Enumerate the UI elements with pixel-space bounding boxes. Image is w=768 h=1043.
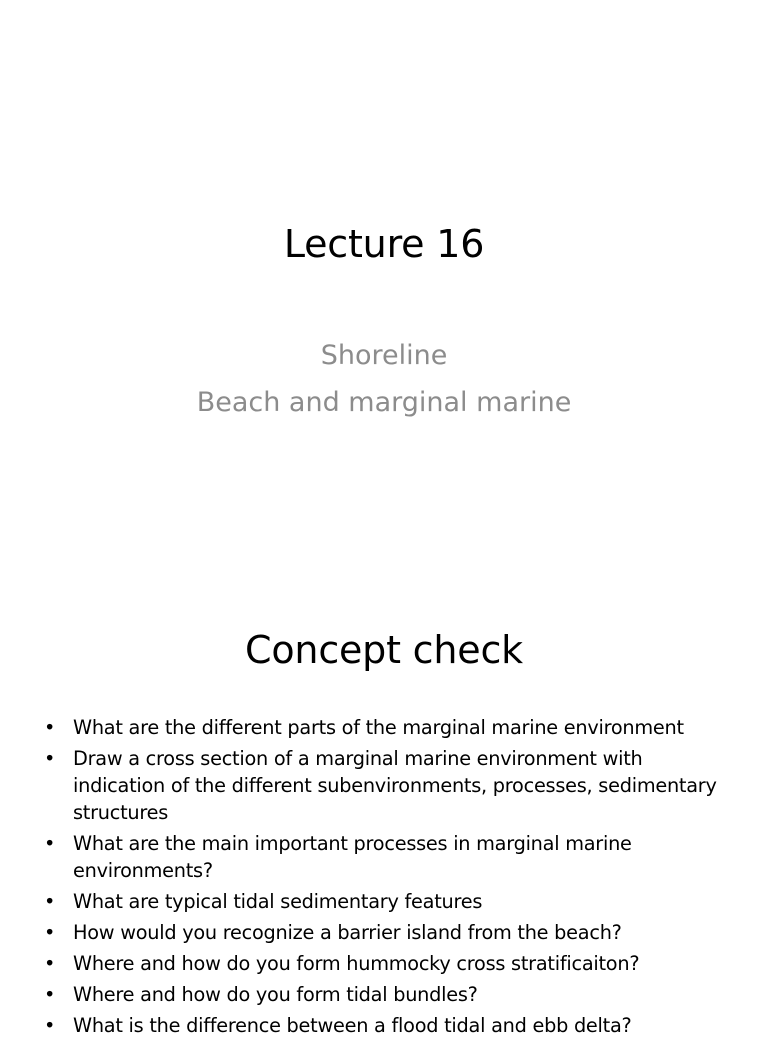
concept-check-list (44, 714, 734, 1043)
lecture-subtitle (0, 332, 768, 426)
bullet-icon: • (44, 983, 56, 1006)
list-item-text: What are the different parts of the marginal marine environment (73, 716, 684, 739)
bullet-icon: • (44, 832, 56, 855)
bullet-icon: • (44, 747, 56, 770)
list-item (44, 888, 734, 915)
list-item (44, 1012, 734, 1039)
subtitle-line-beach: Beach and marginal marine (196, 387, 572, 418)
list-item (44, 950, 734, 977)
list-item (44, 745, 734, 826)
bullet-icon: • (44, 921, 56, 944)
lecture-title: Lecture 16 (283, 222, 485, 266)
list-item-text: How would you recognize a barrier island from the beach? (73, 921, 622, 944)
bullet-icon: • (44, 716, 56, 739)
list-item-text: Where and how do you form tidal bundles? (73, 983, 478, 1006)
concept-check-title: Concept check (245, 628, 523, 672)
list-item (44, 714, 734, 741)
list-item-text: What are the main important processes in marginal marine environments? (73, 832, 632, 882)
slide-concept-check (0, 576, 768, 1037)
bullet-icon: • (44, 1014, 56, 1037)
list-item-text: Draw a cross section of a marginal marine environment with indication of the different subenvironments, processes, sedimentary structures (73, 747, 717, 824)
subtitle-line-shoreline: Shoreline (320, 340, 448, 371)
list-item (44, 830, 734, 884)
list-item (44, 919, 734, 946)
bullet-icon: • (44, 952, 56, 975)
list-item-text: Where and how do you form hummocky cross stratificaiton? (73, 952, 640, 975)
list-item (44, 981, 734, 1008)
list-item-text: What is the difference between a flood tidal and ebb delta? (73, 1014, 632, 1037)
list-item-text: What are typical tidal sedimentary features (73, 890, 483, 913)
bullet-icon: • (44, 890, 56, 913)
